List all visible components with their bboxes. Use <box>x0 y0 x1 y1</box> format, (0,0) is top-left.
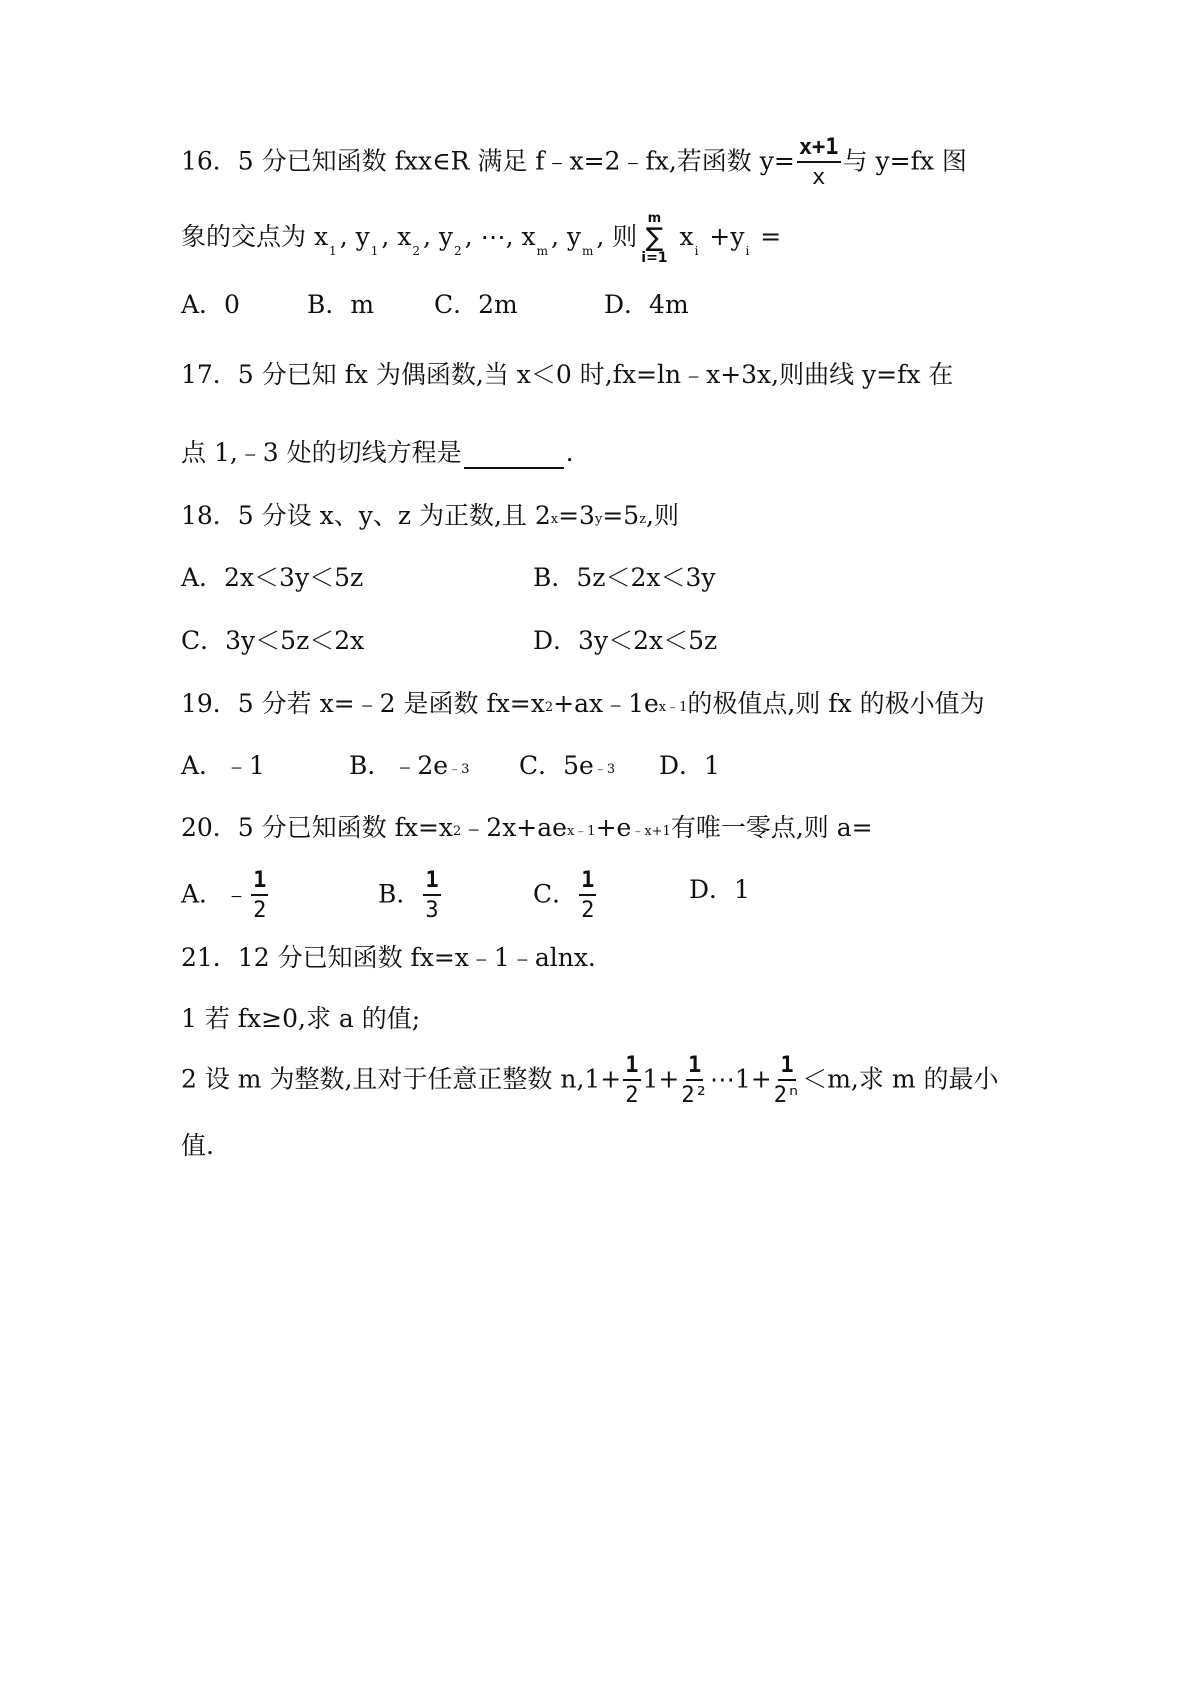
q18-exp: z <box>639 512 647 527</box>
q19-optb-text: B．﹣2e <box>349 751 449 780</box>
q17-line1: 17．5 分已知 fx 为偶函数,当 x＜0 时,fx=ln﹣x+3x,则曲线 y=fx 在 <box>181 360 954 389</box>
q16-sub: m <box>581 244 594 258</box>
q19-exp: 2 <box>544 700 554 715</box>
q19-option-b <box>349 750 469 787</box>
q16-sub: i <box>694 244 699 258</box>
q20-exp: x﹣1 <box>566 824 596 839</box>
q16-text-b: 与 y=fx 图 <box>842 146 967 176</box>
q20-text: 有唯一零点,则 a= <box>670 813 873 842</box>
q17-l2-end: . <box>565 438 574 467</box>
q16-sub: i <box>745 244 750 258</box>
q20-line1 <box>181 812 873 849</box>
frac-num: 1 <box>623 1055 640 1081</box>
q20-option-a <box>181 870 270 922</box>
q19-option-a: A．﹣1 <box>181 751 265 780</box>
q16-sep: , y <box>550 222 581 251</box>
q20-optc-label: C． <box>533 879 578 909</box>
q20-opta-label: A．﹣ <box>181 879 250 909</box>
answer-blank <box>464 441 564 469</box>
q16-summation <box>641 212 667 265</box>
q16-line1 <box>181 137 967 189</box>
q16-term: x <box>671 222 694 251</box>
frac-num: 1 <box>778 1055 795 1081</box>
q21-line1: 21．12 分已知函数 fx=x﹣1﹣alnx. <box>181 943 596 972</box>
q16-sep: , ⋯, x <box>464 222 536 251</box>
q16-l2-a: 象的交点为 x <box>181 222 329 251</box>
q20-text: 20．5 分已知函数 fx=x <box>181 813 454 842</box>
q21-part2 <box>181 1055 998 1107</box>
frac-den: 2 <box>625 1083 639 1108</box>
q16-frac-num: x+1 <box>797 137 841 163</box>
q16-option-a: A．0 <box>181 290 240 319</box>
q18-option-c: C．3y＜5z＜2x <box>181 626 365 655</box>
q20-exp: ﹣x+1 <box>631 824 671 839</box>
q21-text: ＜m,求 m 的最小 <box>802 1064 999 1094</box>
q16-sub: 1 <box>329 244 337 258</box>
q16-frac-den: x <box>812 165 826 190</box>
q19-exp: x﹣1 <box>658 700 688 715</box>
q17-l2-text: 点 1,﹣3 处的切线方程是 <box>181 438 462 467</box>
q19-line1 <box>181 688 985 725</box>
q18-option-b: B．5z＜2x＜3y <box>533 563 716 592</box>
frac-den: 2 <box>581 898 595 923</box>
q18-exp: y <box>594 512 603 527</box>
q19-text: 的极值点,则 fx 的极小值为 <box>687 689 985 718</box>
q18-option-a: A．2x＜3y＜5z <box>181 563 364 592</box>
q18-option-d: D．3y＜2x＜5z <box>533 626 718 655</box>
q20-optb-fraction <box>423 870 440 922</box>
q18-text: 18．5 分设 x、y、z 为正数,且 2 <box>181 501 551 530</box>
q16-sep: , y <box>339 222 370 251</box>
q16-sub: 2 <box>454 244 462 258</box>
q18-text: ,则 <box>646 501 679 530</box>
q18-text: =5 <box>602 501 640 530</box>
q20-opta-fraction <box>251 870 268 922</box>
frac-num: 1 <box>686 1055 703 1081</box>
frac-den: 2ⁿ <box>773 1083 801 1108</box>
q20-optc-fraction <box>579 870 596 922</box>
sigma-symbol: ∑ <box>645 223 664 253</box>
q20-exp: 2 <box>453 824 462 839</box>
q21-text: ⋯1+ <box>709 1064 772 1094</box>
q21-fraction-2 <box>681 1055 708 1107</box>
frac-num: 1 <box>423 870 440 896</box>
q16-option-d: D．4m <box>604 290 689 319</box>
q21-text: 1+ <box>642 1064 680 1094</box>
q16-line2 <box>181 212 781 265</box>
q18-exp: x <box>550 512 559 527</box>
q21-part1: 1 若 fx≥0,求 a 的值; <box>181 1004 421 1033</box>
frac-den: 3 <box>425 898 439 923</box>
q19-option-d: D．1 <box>659 751 720 780</box>
q16-sub: m <box>536 244 548 258</box>
q16-text-a: 16．5 分已知函数 fxx∈R 满足 f﹣x=2﹣fx,若函数 y= <box>181 146 795 176</box>
q17-line2 <box>181 437 574 469</box>
q20-text: +e <box>595 813 632 842</box>
frac-num: 1 <box>579 870 596 896</box>
q19-optb-exp: ﹣3 <box>448 762 470 777</box>
q16-fraction <box>797 137 841 189</box>
q19-text: 19．5 分若 x=﹣2 是函数 fx=x <box>181 689 545 718</box>
q21-part2-line2: 值. <box>181 1131 214 1160</box>
q16-term: +y <box>701 222 745 251</box>
sigma-lower: i=1 <box>641 250 668 266</box>
q21-fraction-1 <box>623 1055 640 1107</box>
q21-fraction-3 <box>774 1055 801 1107</box>
q19-option-c <box>519 750 615 787</box>
sigma-upper: m <box>647 211 662 226</box>
q16-sep: , y <box>423 222 454 251</box>
q16-option-b: B．m <box>307 290 375 319</box>
q20-text: ﹣2x+ae <box>461 813 567 842</box>
q16-sep: , x <box>381 222 412 251</box>
q18-text: =3 <box>558 501 595 530</box>
q16-sub: 1 <box>370 244 379 258</box>
q19-optc-text: C．5e <box>519 751 594 780</box>
q20-option-d: D．1 <box>689 875 750 904</box>
q19-optc-exp: ﹣3 <box>593 762 616 777</box>
q18-line1 <box>181 500 679 537</box>
q20-option-c <box>533 870 598 922</box>
q20-optb-label: B． <box>378 879 422 909</box>
q16-term: = <box>752 222 782 251</box>
frac-den: 2 <box>253 898 267 923</box>
frac-den: 2² <box>681 1083 708 1108</box>
q16-sub: 2 <box>412 244 420 258</box>
frac-num: 1 <box>251 870 268 896</box>
q16-option-c: C．2m <box>434 290 518 319</box>
q20-option-b <box>378 870 443 922</box>
q16-sep: , 则 <box>596 222 638 251</box>
q21-text: 2 设 m 为整数,且对于任意正整数 n,1+ <box>181 1064 622 1094</box>
q19-text: +ax﹣1e <box>553 689 659 718</box>
